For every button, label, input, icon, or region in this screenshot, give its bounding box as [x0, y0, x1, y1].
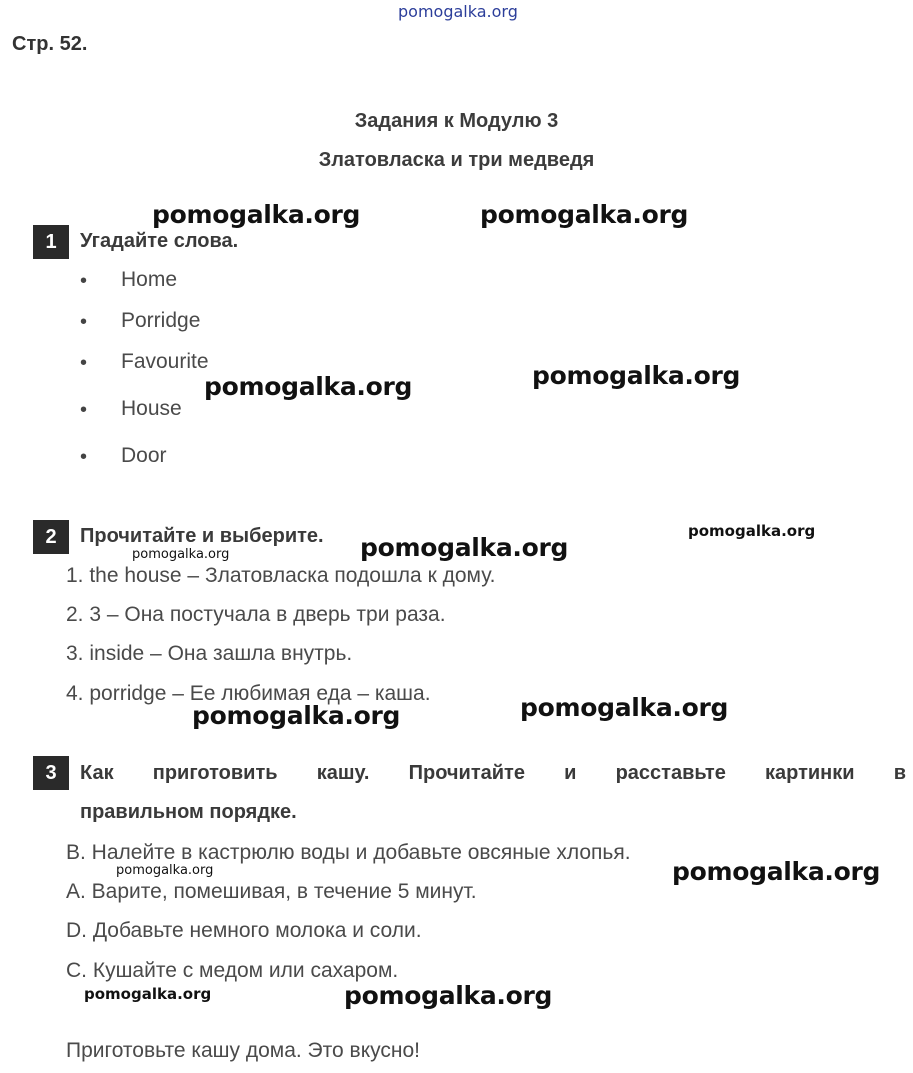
- task-3-step-b: B. Налейте в кастрюлю воды и добавьте овсяные хлопья.: [66, 841, 631, 864]
- watermark: pomogalka.org: [84, 985, 212, 1003]
- task-1-item-favourite: Favourite: [121, 350, 209, 373]
- watermark: pomogalka.org: [192, 701, 401, 730]
- watermark: pomogalka.org: [152, 200, 361, 229]
- task-2-item: 2. 3 – Она постучала в дверь три раза.: [66, 603, 446, 626]
- task-2-item: 4. porridge – Ее любимая еда – каша.: [66, 682, 431, 705]
- watermark: pomogalka.org: [204, 372, 413, 401]
- watermark: pomogalka.org: [520, 693, 729, 722]
- task-2-number: 2: [33, 520, 69, 554]
- watermark: pomogalka.org: [360, 533, 569, 562]
- task-1-item-porridge: Porridge: [121, 309, 201, 332]
- task-3-step-a: A. Варите, помешивая, в течение 5 минут.: [66, 880, 477, 903]
- task-3-title-line-1: Как приготовить кашу. Прочитайте и расставьте картинки в: [80, 762, 906, 784]
- task-3-closing-text: Приготовьте кашу дома. Это вкусно!: [66, 1039, 421, 1062]
- watermark: pomogalka.org: [344, 981, 553, 1010]
- watermark: pomogalka.org: [480, 200, 689, 229]
- task-2-item: 3. inside – Она зашла внутрь.: [66, 642, 353, 665]
- bullet-icon: •: [80, 446, 88, 468]
- bullet-icon: •: [80, 311, 88, 333]
- watermark: pomogalka.org: [116, 863, 214, 878]
- task-3-number: 3: [33, 756, 69, 790]
- task-3-step-d: D. Добавьте немного молока и соли.: [66, 919, 422, 942]
- watermark: pomogalka.org: [688, 522, 816, 540]
- watermark-top: pomogalka.org: [398, 2, 518, 21]
- watermark: pomogalka.org: [132, 547, 230, 562]
- task-2-item: 1. the house – Златовласка подошла к дому.: [66, 564, 496, 587]
- task-1-number: 1: [33, 225, 69, 259]
- task-1-item-door: Door: [121, 444, 167, 467]
- bullet-icon: •: [80, 352, 88, 374]
- task-3-step-c: C. Кушайте с медом или сахаром.: [66, 959, 399, 982]
- task-3-title-line-2: правильном порядке.: [80, 801, 297, 823]
- module-heading: Задания к Модулю 3: [354, 110, 559, 132]
- bullet-icon: •: [80, 270, 88, 292]
- task-1-item-home: Home: [121, 268, 178, 291]
- bullet-icon: •: [80, 399, 88, 421]
- watermark: pomogalka.org: [532, 361, 741, 390]
- task-2-title: Прочитайте и выберите.: [80, 525, 324, 547]
- watermark: pomogalka.org: [672, 857, 881, 886]
- task-1-title: Угадайте слова.: [80, 230, 239, 252]
- page-number: Стр. 52.: [12, 33, 88, 55]
- task-1-item-house: House: [121, 397, 182, 420]
- story-heading: Златовласка и три медведя: [318, 149, 595, 171]
